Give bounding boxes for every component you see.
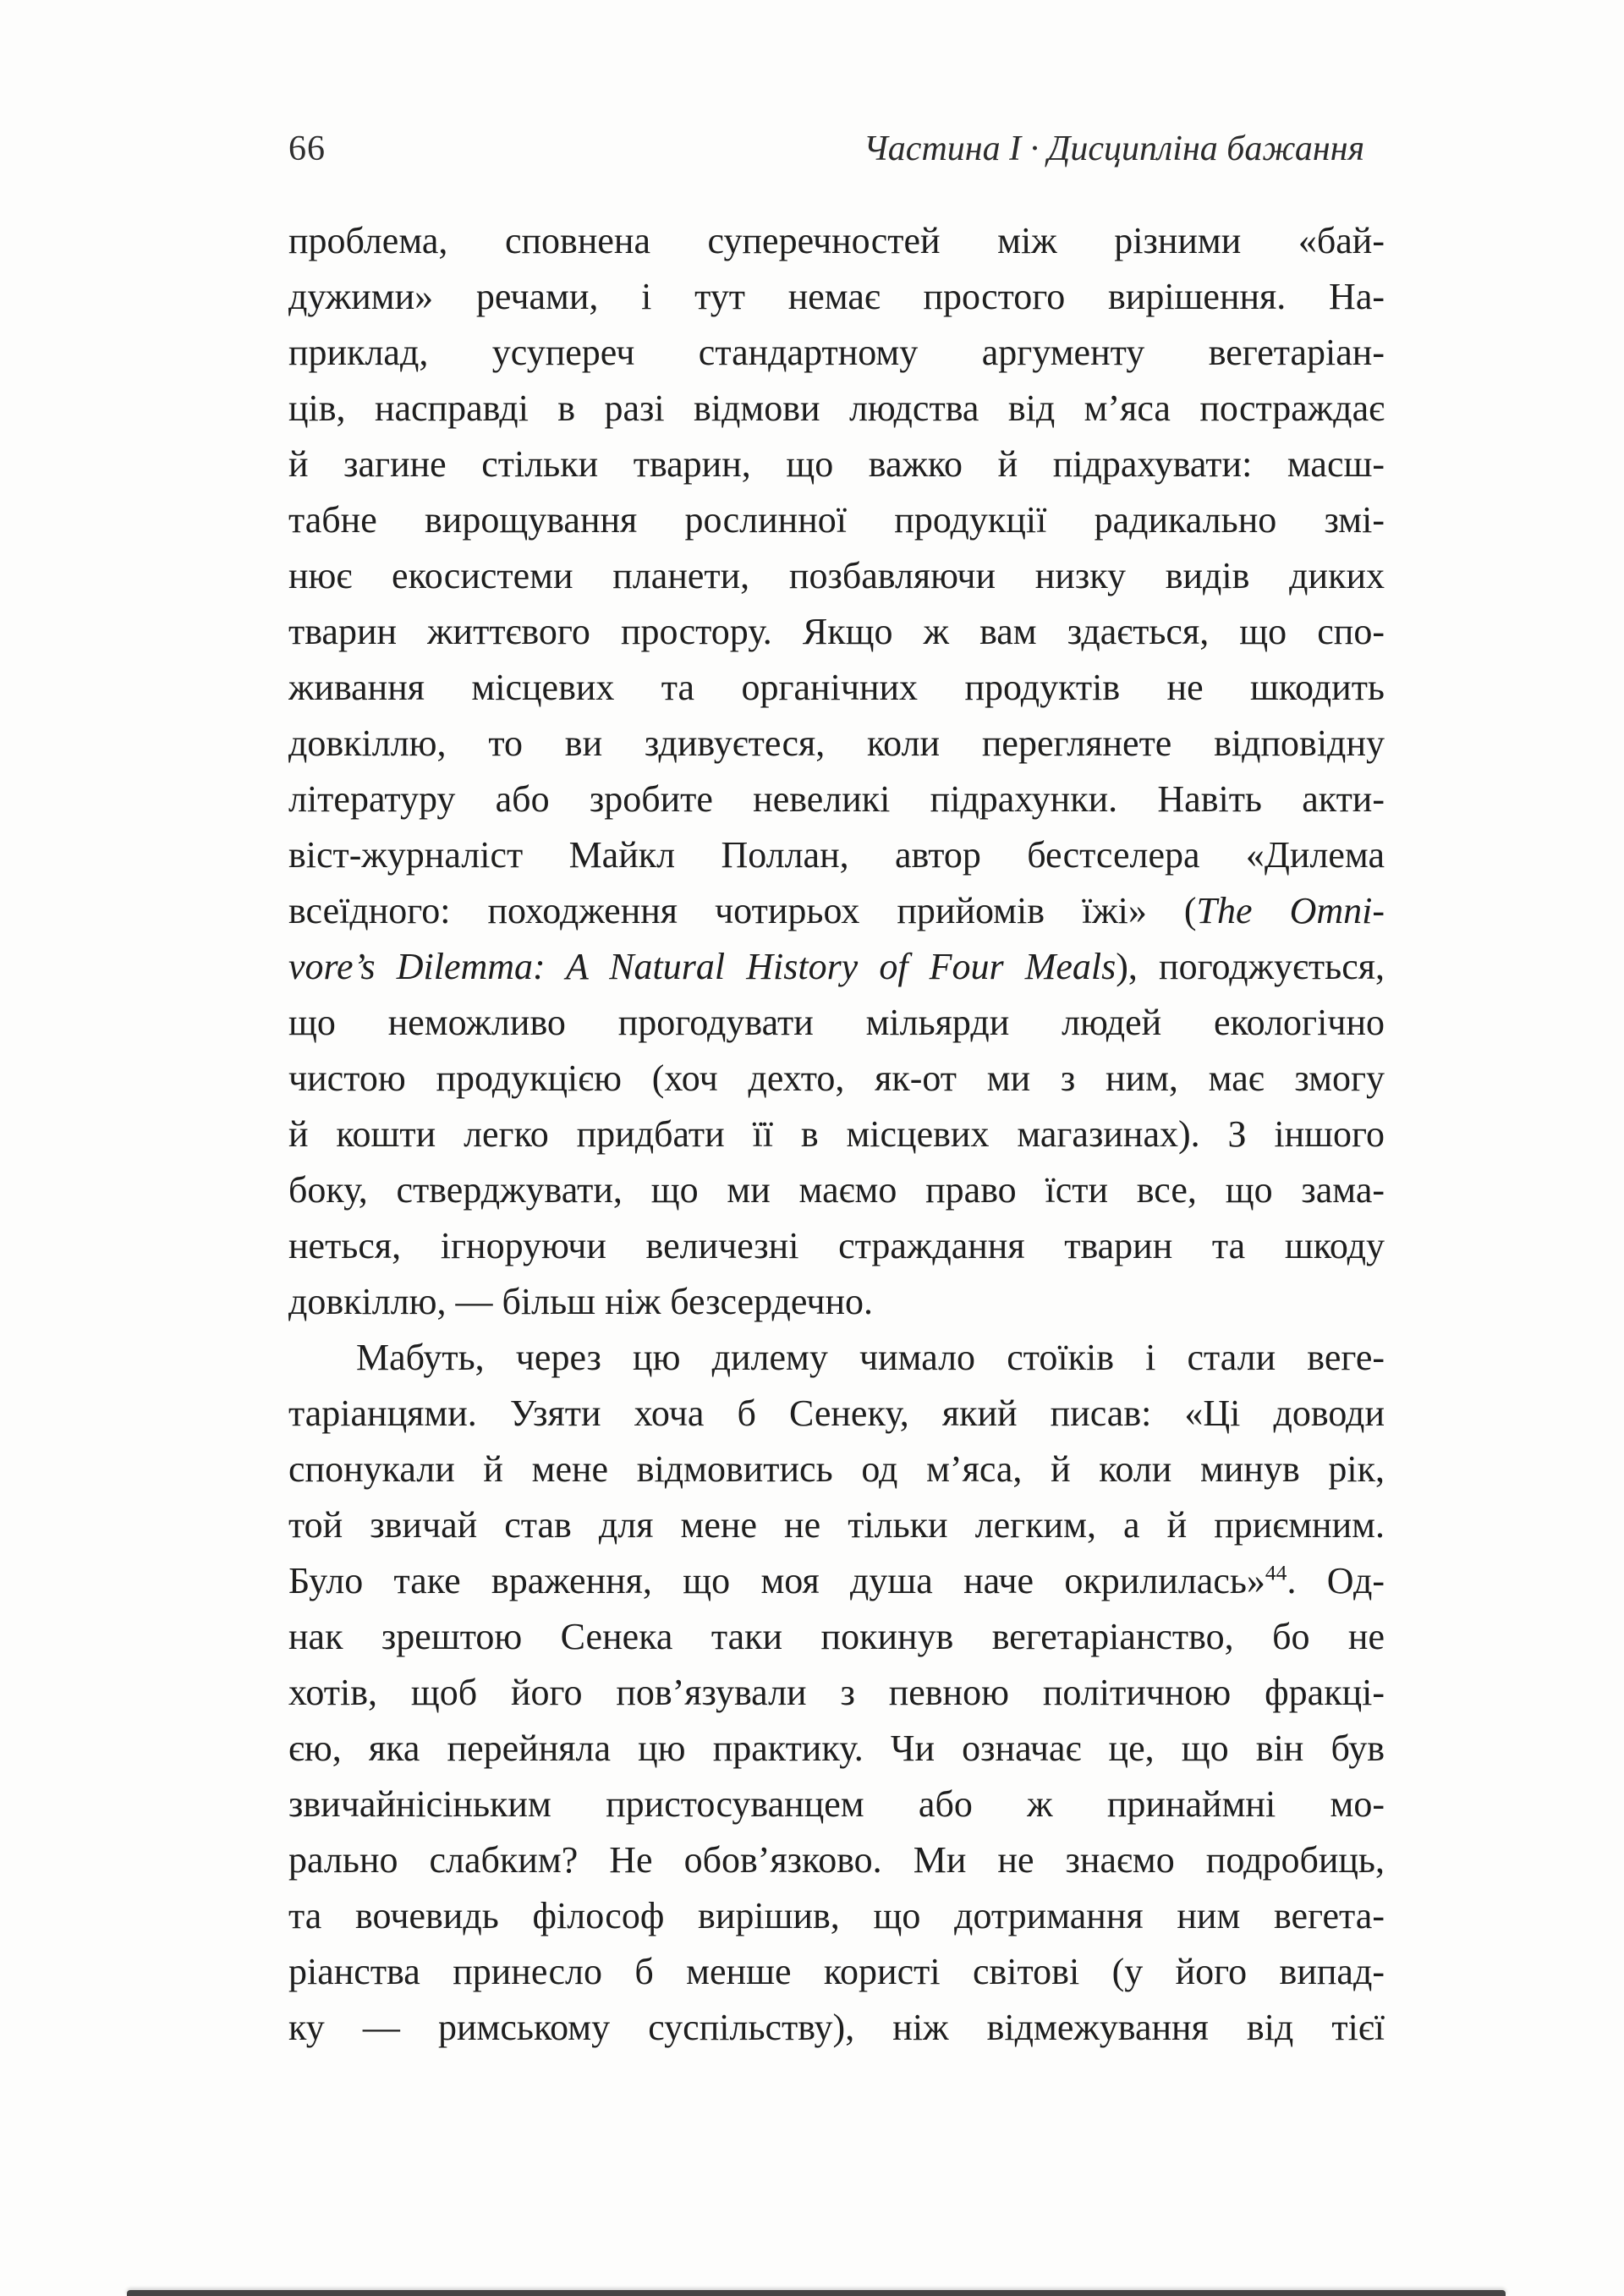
text-line: що неможливо прогодувати мільярди людей екологічно [288,1002,1385,1043]
text-line: той звичай став для мене не тільки легким, а й приємним. [288,1504,1385,1546]
text-line: дужими» речами, і тут немає простого вирішення. На- [288,276,1385,317]
text-line: живання місцевих та органічних продуктів не шкодить [288,667,1385,708]
text-line: звичайнісіньким пристосуванцем або ж принаймні мо- [288,1783,1385,1825]
page-bottom-edge [127,2290,1506,2296]
page-header [288,129,1385,176]
text-line: неться, ігноруючи величезні страждання тварин та шкоду [288,1225,1385,1266]
text-line: й загине стільки тварин, що важко й підрахувати: масш- [288,443,1385,485]
text-line: таріанцями. Узяти хоча б Сенеку, який писав: «Ці доводи [288,1392,1385,1434]
text-line: літературу або зробите невеликі підрахунки. Навіть акти- [288,778,1385,820]
text-line: довкіллю, — більш ніж безсердечно. [288,1281,874,1322]
text-line: Було таке враження, що моя душа наче окрилилась»$^{44}$. Од- [288,1560,1385,1601]
running-header: Частина I · Дисципліна бажання [863,129,1365,168]
text-line: чистою продукцією (хоч дехто, як-от ми з ним, має змогу [288,1057,1385,1099]
text-line: єю, яка перейняла цю практику. Чи означає це, що він був [288,1727,1385,1769]
text-line: ріанства принесло б менше користі світові (у його випад- [288,1951,1385,1992]
text-line: Мабуть, через цю дилему чимало стоїків і стали веге- [356,1337,1385,1378]
text-line: табне вирощування рослинної продукції радикально змі- [288,499,1385,541]
text-line: віст-журналіст Майкл Поллан, автор бестселера «Дилема [288,834,1385,876]
body-text [288,213,1385,2056]
text-line: ку — римському суспільству), ніж відмежування від тієї [288,2007,1385,2048]
text-line: та вочевидь філософ вирішив, що дотримання ним вегета- [288,1895,1385,1936]
text-line: рально слабким? Не обов’язково. Ми не знаємо подробиць, [288,1839,1385,1881]
text-line: ців, насправді в разі відмови людства від м’яса постраждає [288,387,1385,429]
text-line: нак зрештою Сенека таки покинув вегетаріанство, бо не [288,1616,1385,1657]
text-line: vore’s Dilemma: A Natural History of Four Meals), погоджується, [288,946,1385,987]
text-line: хотів, щоб його пов’язували з певною політичною фракці- [288,1672,1385,1713]
text-line: тварин життєвого простору. Якщо ж вам здається, що спо- [288,611,1385,652]
text-line: й кошти легко придбати її в місцевих магазинах). З іншого [288,1113,1385,1155]
text-line: спонукали й мене відмовитись од м’яса, й коли минув рік, [288,1448,1385,1490]
text-line: приклад, усупереч стандартному аргументу вегетаріан- [288,332,1385,373]
text-line: нює екосистеми планети, позбавляючи низку видів диких [288,555,1385,596]
text-line: проблема, сповнена суперечностей між різними «бай- [288,220,1385,261]
text-line: довкіллю, то ви здивуєтеся, коли переглянете відповідну [288,722,1385,764]
text-line: всеїдного: походження чотирьох прийомів їжі» (The Omni- [288,890,1385,931]
page-number: 66 [288,129,326,168]
text-line: боку, стверджувати, що ми маємо право їсти все, що зама- [288,1169,1385,1211]
